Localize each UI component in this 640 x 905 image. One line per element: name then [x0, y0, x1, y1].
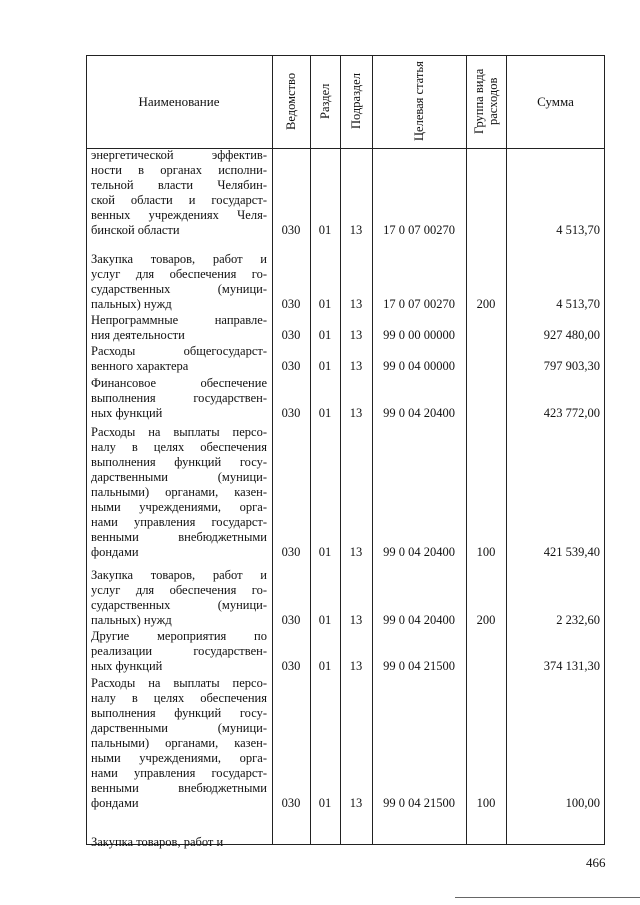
razdel-cell: 01: [318, 613, 332, 627]
description-line: венного характера: [91, 359, 189, 373]
celevaya-statya-cell: 99 0 04 21500: [383, 796, 455, 810]
header-summa: Сумма: [537, 93, 574, 109]
description-line: пальными) органами, казен-: [91, 485, 267, 499]
row-description: [91, 252, 267, 312]
row-description: [91, 629, 267, 674]
vedomstvo-cell: 030: [281, 406, 301, 420]
summa-cell: 2 232,60: [556, 613, 600, 627]
podrazdel-cell: 13: [349, 406, 363, 420]
description-line: ния деятельности: [91, 328, 185, 342]
description-line: пальных) нужд: [91, 297, 172, 311]
description-line: ности в органах исполни-: [91, 163, 267, 177]
celevaya-statya-cell: 99 0 04 21500: [383, 659, 455, 673]
description-line: Финансовое обеспечение: [91, 376, 267, 390]
vedomstvo-cell: 030: [281, 613, 301, 627]
description-line: выполнения функций госу-: [91, 706, 267, 720]
row-description: [91, 148, 267, 238]
summa-cell: 423 772,00: [543, 406, 600, 420]
description-line: услуг для обеспечения го-: [91, 267, 267, 281]
summa-cell: 4 513,70: [556, 297, 600, 311]
description-line: нами управления государст-: [91, 766, 267, 780]
podrazdel-cell: 13: [349, 659, 363, 673]
header-gruppa-vida-rashodov: Группа вида расходов: [472, 68, 500, 135]
celevaya-statya-cell: 99 0 04 20400: [383, 545, 455, 559]
column-divider: [310, 55, 311, 845]
razdel-cell: 01: [318, 223, 332, 237]
header-celevaya-statya: Целевая статья: [412, 61, 426, 142]
gruppa-cell: 100: [476, 545, 496, 559]
description-line: тельной власти Челябин-: [91, 178, 267, 192]
razdel-cell: 01: [318, 406, 332, 420]
celevaya-statya-cell: 99 0 04 20400: [383, 613, 455, 627]
description-line: реализации государствен-: [91, 644, 267, 658]
description-line: налу в целях обеспечения: [91, 440, 267, 454]
header-podrazdel: Подраздел: [349, 73, 363, 130]
vedomstvo-cell: 030: [281, 223, 301, 237]
description-line: услуг для обеспечения го-: [91, 583, 267, 597]
gruppa-cell: 200: [476, 297, 496, 311]
description-line: выполнения функций госу-: [91, 455, 267, 469]
description-line: ных функций: [91, 406, 163, 420]
vedomstvo-cell: 030: [281, 659, 301, 673]
description-line: Закупка товаров, работ и: [91, 835, 224, 849]
description-line: ными учреждениями, орга-: [91, 500, 267, 514]
razdel-cell: 01: [318, 796, 332, 810]
page-number: 466: [586, 855, 606, 870]
row-description: [91, 376, 267, 421]
razdel-cell: 01: [318, 545, 332, 559]
description-line: Расходы на выплаты персо-: [91, 676, 267, 690]
podrazdel-cell: 13: [349, 297, 363, 311]
celevaya-statya-cell: 17 0 07 00270: [383, 297, 455, 311]
celevaya-statya-cell: 99 0 00 00000: [383, 328, 455, 342]
gruppa-cell: 100: [476, 796, 496, 810]
description-line: венных учреждениях Челя-: [91, 208, 267, 222]
summa-cell: 421 539,40: [543, 545, 600, 559]
vedomstvo-cell: 030: [281, 297, 301, 311]
description-line: Другие мероприятия по: [91, 629, 267, 643]
celevaya-statya-cell: 99 0 04 00000: [383, 359, 455, 373]
vedomstvo-cell: 030: [281, 328, 301, 342]
podrazdel-cell: 13: [349, 613, 363, 627]
summa-cell: 4 513,70: [556, 223, 600, 237]
vedomstvo-cell: 030: [281, 359, 301, 373]
gruppa-cell: 200: [476, 613, 496, 627]
row-description: [91, 568, 267, 628]
razdel-cell: 01: [318, 328, 332, 342]
summa-cell: 374 131,30: [543, 659, 600, 673]
column-divider: [506, 55, 507, 845]
description-line: фондами: [91, 545, 139, 559]
row-description: [91, 835, 267, 850]
summa-cell: 797 903,30: [543, 359, 600, 373]
description-line: пальными) органами, казен-: [91, 736, 267, 750]
row-description: [91, 676, 267, 811]
description-line: нами управления государст-: [91, 515, 267, 529]
description-line: бинской области: [91, 223, 180, 237]
header-name: Наименование: [138, 93, 220, 109]
description-line: сударственных (муници-: [91, 282, 267, 296]
razdel-cell: 01: [318, 659, 332, 673]
celevaya-statya-cell: 17 0 07 00270: [383, 223, 455, 237]
celevaya-statya-cell: 99 0 04 20400: [383, 406, 455, 420]
page-edge-line: [455, 897, 640, 898]
description-line: Закупка товаров, работ и: [91, 568, 267, 582]
podrazdel-cell: 13: [349, 328, 363, 342]
description-line: ных функций: [91, 659, 163, 673]
description-line: венными внебюджетными: [91, 530, 267, 544]
description-line: Закупка товаров, работ и: [91, 252, 267, 266]
vedomstvo-cell: 030: [281, 545, 301, 559]
description-line: дарственными (муници-: [91, 470, 267, 484]
column-divider: [372, 55, 373, 845]
razdel-cell: 01: [318, 359, 332, 373]
row-description: [91, 425, 267, 560]
header-vedomstvo: Ведомство: [284, 72, 298, 131]
description-line: фондами: [91, 796, 139, 810]
column-divider: [340, 55, 341, 845]
description-line: дарственными (муници-: [91, 721, 267, 735]
description-line: ской области и государст-: [91, 193, 267, 207]
razdel-cell: 01: [318, 297, 332, 311]
description-line: Расходы на выплаты персо-: [91, 425, 267, 439]
description-line: выполнения государствен-: [91, 391, 267, 405]
description-line: пальных) нужд: [91, 613, 172, 627]
description-line: Непрограммные направле-: [91, 313, 267, 327]
podrazdel-cell: 13: [349, 359, 363, 373]
summa-cell: 927 480,00: [543, 328, 600, 342]
column-divider: [466, 55, 467, 845]
row-description: [91, 313, 267, 343]
description-line: энергетической эффектив-: [91, 148, 267, 162]
podrazdel-cell: 13: [349, 223, 363, 237]
description-line: ными учреждениями, орга-: [91, 751, 267, 765]
summa-cell: 100,00: [565, 796, 600, 810]
row-description: [91, 344, 267, 374]
description-line: венными внебюджетными: [91, 781, 267, 795]
podrazdel-cell: 13: [349, 796, 363, 810]
header-razdel: Раздел: [318, 83, 332, 120]
description-line: сударственных (муници-: [91, 598, 267, 612]
description-line: налу в целях обеспечения: [91, 691, 267, 705]
podrazdel-cell: 13: [349, 545, 363, 559]
column-divider: [272, 55, 273, 845]
vedomstvo-cell: 030: [281, 796, 301, 810]
description-line: Расходы общегосударст-: [91, 344, 267, 358]
